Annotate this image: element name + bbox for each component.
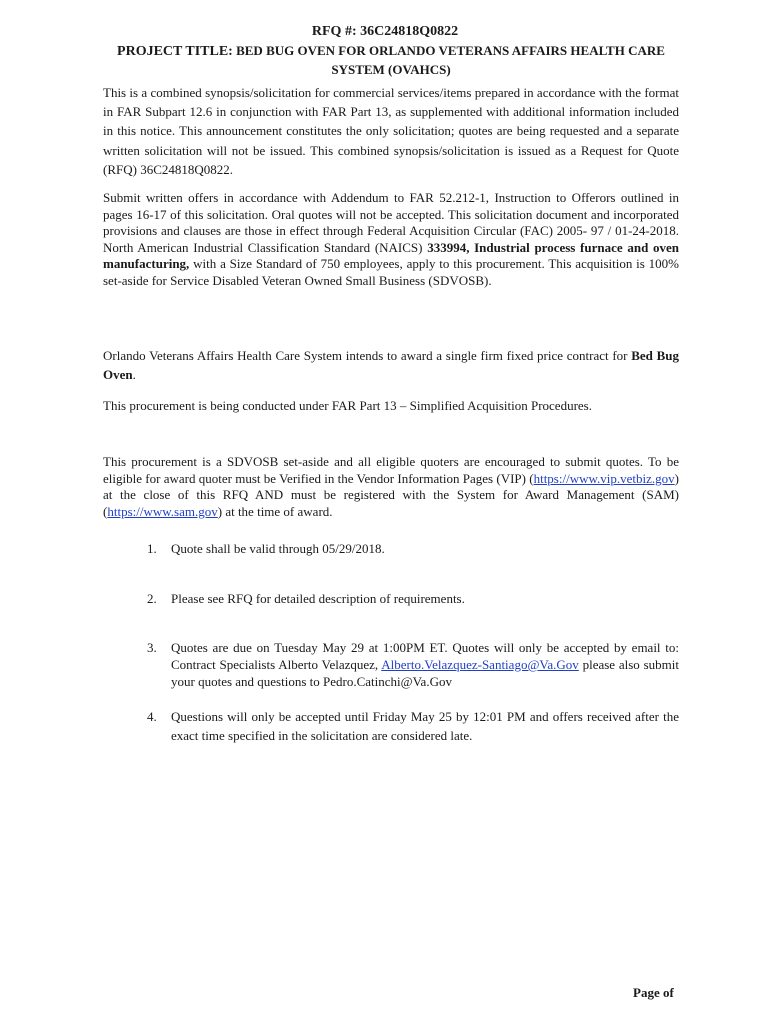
list-item-number: 3. bbox=[147, 640, 157, 655]
page-number-footer: Page of bbox=[633, 985, 674, 1000]
project-title-heading bbox=[103, 42, 679, 79]
list-item-number: 2. bbox=[147, 591, 157, 606]
project-title-text: BED BUG OVEN FOR ORLANDO VETERANS AFFAIRS HEALTH CARE SYSTEM (OVAHCS) bbox=[236, 43, 665, 77]
eligibility-text-a: This procurement is a SDVOSB set-aside and all eligible quoters are encouraged to submit quotes. To be eligible for award quoter must be Verified in the Vendor Information Pages (VIP) ( bbox=[103, 454, 679, 486]
eligibility-text-c: ) at the time of award. bbox=[217, 503, 333, 519]
vetbiz-link[interactable]: https://www.vip.vetbiz.gov bbox=[533, 470, 675, 486]
list-item-number: 4. bbox=[147, 709, 157, 724]
award-intent-paragraph bbox=[103, 346, 679, 384]
list-item-text: Questions will only be accepted until Friday May 25 by 12:01 PM and offers received after the exact time specified in the solicitation are considered late. bbox=[171, 709, 679, 743]
naics-code-text: 333994, Industrial process furnace and oven manufacturing, bbox=[103, 239, 679, 272]
synopsis-paragraph: This is a combined synopsis/solicitation for commercial services/items prepared in accordance with the format in FAR Subpart 12.6 in conjunction with FAR Part 13, as supplemented with additional information included in this notice. This announcement constitutes the only solicitation; quotes are being requested and a separate written solicitation will not be issued. This combined synopsis/solicitation is issued as a Request for Quote (RFQ) 36C24818Q0822. bbox=[103, 85, 679, 177]
list-item-number: 1. bbox=[147, 541, 157, 556]
eligibility-text-b: ) at the close of this RFQ AND must be registered with the System for Award Management (SAM) ( bbox=[103, 470, 679, 519]
list-item-text bbox=[171, 639, 679, 690]
sam-gov-link[interactable]: https://www.sam.gov bbox=[107, 503, 218, 519]
submission-paragraph bbox=[103, 190, 679, 290]
product-name-text: Bed Bug Oven bbox=[103, 348, 680, 382]
project-title-label: PROJECT TITLE: bbox=[117, 44, 233, 59]
eligibility-paragraph bbox=[103, 454, 679, 520]
procurement-procedure-paragraph: This procurement is being conducted under FAR Part 13 – Simplified Acquisition Procedures. bbox=[103, 398, 592, 413]
contract-specialist-email-link[interactable]: Alberto.Velazquez-Santiago@Va.Gov bbox=[381, 657, 579, 672]
list-item-text: Quote shall be valid through 05/29/2018. bbox=[171, 541, 385, 556]
due-date-text: Quotes are due on Tuesday May 29 at 1:00PM ET. Quotes will only be accepted by email to: Contract Specialists Alberto Velazquez, bbox=[171, 640, 679, 672]
list-item-text: Please see RFQ for detailed description of requirements. bbox=[171, 591, 465, 606]
rfq-number-heading: RFQ #: 36C24818Q0822 bbox=[311, 24, 459, 39]
secondary-email-text: please also submit your quotes and questions to Pedro.Catinchi@Va.Gov bbox=[171, 657, 679, 689]
submission-text-a: Submit written offers in accordance with Addendum to FAR 52.212-1, Instruction to Offerors outlined in pages 16-17 of this solicitation. Oral quotes will not be accepted. This solicitation document and incorporated provisions and clauses are those in effect through Federal Acquisition Circular (FAC) 2005- 97 / 01-24-2018. North American Industrial Classification Standard (NAICS) bbox=[103, 190, 679, 255]
award-intent-text: Orlando Veterans Affairs Health Care System intends to award a single firm fixed price contract for bbox=[103, 348, 628, 363]
award-intent-period: . bbox=[132, 367, 136, 382]
submission-text-b: with a Size Standard of 750 employees, apply to this procurement. This acquisition is 100% set-aside for Service Disabled Veteran Owned Small Business (SDVOSB). bbox=[103, 256, 679, 288]
